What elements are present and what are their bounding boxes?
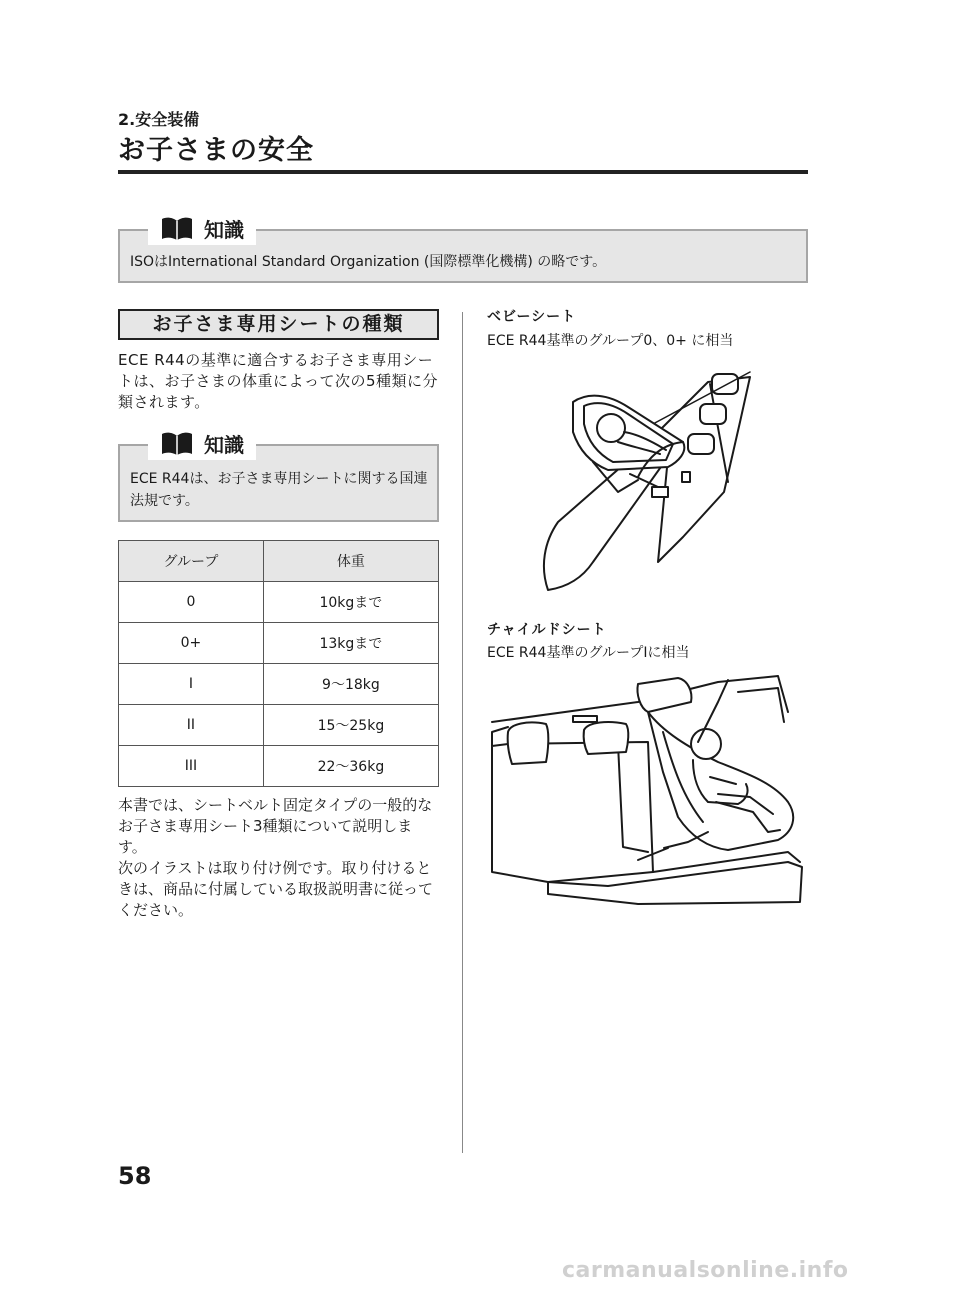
group-cell: I (119, 664, 264, 705)
knowledge-box-iso (118, 217, 808, 283)
weight-group-table (118, 540, 439, 787)
knowledge-label: 知識 (204, 432, 244, 457)
weight-cell: 9～18kg (263, 664, 438, 705)
watermark: carmanualsonline.info (562, 1258, 849, 1283)
knowledge-text: ECE R44は、お子さま専用シートに関する国連法規です。 (130, 471, 428, 509)
column-header-group: グループ (119, 541, 264, 582)
group-cell: III (119, 746, 264, 787)
table-row (119, 705, 439, 746)
group-cell: 0+ (119, 623, 264, 664)
section-title: お子さま専用シートの種類 (118, 309, 439, 340)
column-header-weight: 体重 (263, 541, 438, 582)
knowledge-header (148, 211, 256, 245)
book-icon (160, 430, 194, 456)
column-divider (462, 312, 463, 1153)
weight-cell: 22～36kg (263, 746, 438, 787)
group-cell: 0 (119, 582, 264, 623)
weight-cell: 10kgまで (263, 582, 438, 623)
child-seat-illustration (488, 672, 804, 908)
child-seat-heading: チャイルドシート (487, 622, 607, 638)
table-row (119, 623, 439, 664)
page-title: お子さまの安全 (118, 135, 314, 166)
book-icon (160, 215, 194, 241)
child-seat-description: ECE R44基準のグループIに相当 (487, 645, 690, 661)
knowledge-text: ISOはInternational Standard Organization (国際標準化機構) の略です。 (130, 254, 607, 270)
table-row (119, 746, 439, 787)
baby-seat-heading: ベビーシート (487, 309, 577, 325)
page-number: 58 (118, 1162, 152, 1190)
baby-seat-description: ECE R44基準のグループ0、0+ に相当 (487, 333, 734, 349)
intro-paragraph: ECE R44の基準に適合するお子さま専用シートは、お子さまの体重によって次の5種類に分類されます。 (118, 351, 439, 411)
knowledge-header (148, 426, 256, 460)
knowledge-label: 知識 (204, 217, 244, 242)
body-paragraph: 本書では、シートベルト固定タイプの一般的なお子さま専用シート3種類について説明します。 (118, 796, 433, 856)
table-row (119, 664, 439, 705)
heading-rule (118, 170, 808, 174)
group-cell: II (119, 705, 264, 746)
body-paragraph: 次のイラストは取り付け例です。取り付けるときは、商品に付属している取扱説明書に従ってください。 (118, 859, 434, 919)
section-label: 2.安全装備 (118, 110, 200, 129)
baby-seat-illustration (488, 362, 758, 594)
body-text (118, 795, 441, 921)
table-row (119, 582, 439, 623)
table-header-row (119, 541, 439, 582)
weight-cell: 15～25kg (263, 705, 438, 746)
knowledge-box-ece (118, 432, 439, 522)
weight-cell: 13kgまで (263, 623, 438, 664)
